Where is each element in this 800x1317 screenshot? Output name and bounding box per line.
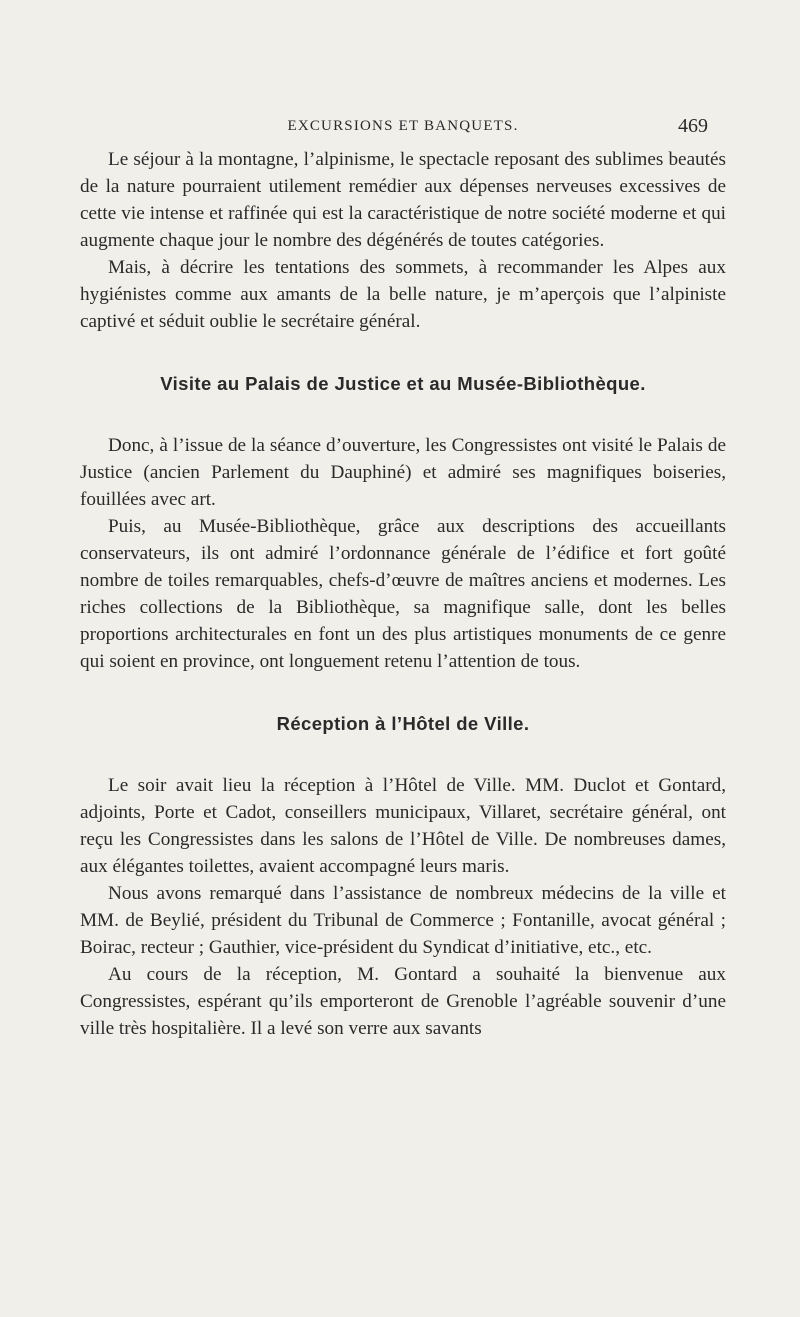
- paragraph: Le séjour à la montagne, l’alpinisme, le spectacle reposant des sublimes beautés de la nature pourraient utilement remédier aux dépenses nerveuses excessives de cette vie intense et raffinée qui est la caractéristique de notre société moderne et qui augmente chaque jour le nombre des dégénérés de toutes catégories.: [80, 149, 726, 251]
- paragraph: Mais, à décrire les tentations des sommets, à recommander les Alpes aux hygiénistes comme aux amants de la belle nature, je m’aperçois que l’alpiniste captivé et séduit oublie le secrétaire général.: [80, 257, 726, 332]
- paragraph: Donc, à l’issue de la séance d’ouverture, les Congressistes ont visité le Palais de Justice (ancien Parlement du Dauphiné) et admiré ses magnifiques boiseries, fouillées avec art.: [80, 435, 726, 510]
- page-number: 469: [678, 115, 708, 137]
- paragraph: Puis, au Musée-Bibliothèque, grâce aux descriptions des accueillants conservateurs, ils ont admiré l’ordonnance générale de l’édifice et fort goûté nombre de toiles remarquables, chefs-d’œuvre de maîtres anciens et modernes. Les riches collections de la Bibliothèque, sa magnifique salle, dont les belles proportions architecturales en font un des plus artistiques monuments de ce genre qui soient en province, ont longuement retenu l’attention de tous.: [80, 516, 726, 672]
- body-text: [80, 146, 726, 1042]
- paragraph: Le soir avait lieu la réception à l’Hôtel de Ville. MM. Duclot et Gontard, adjoints, Porte et Cadot, conseillers municipaux, Villaret, secrétaire général, ont reçu les Congressistes dans les salons de l’Hôtel de Ville. De nombreuses dames, aux élégantes toilettes, avaient accompagné leurs maris.: [80, 775, 726, 877]
- running-title: EXCURSIONS ET BANQUETS.: [287, 118, 519, 134]
- section-heading-visite: Visite au Palais de Justice et au Musée-Bibliothèque.: [160, 373, 646, 394]
- running-head: [80, 116, 726, 140]
- paragraph: Nous avons remarqué dans l’assistance de nombreux médecins de la ville et MM. de Beylié, président du Tribunal de Commerce ; Fontanille, avocat général ; Boirac, recteur ; Gauthier, vice-président du Syndicat d’initiative, etc., etc.: [80, 883, 726, 958]
- section-heading-reception: Réception à l’Hôtel de Ville.: [276, 713, 530, 734]
- paragraph: Au cours de la réception, M. Gontard a souhaité la bienvenue aux Congressistes, espérant qu’ils emporteront de Grenoble l’agréable souvenir d’une ville très hospitalière. Il a levé son verre aux savants: [80, 964, 726, 1039]
